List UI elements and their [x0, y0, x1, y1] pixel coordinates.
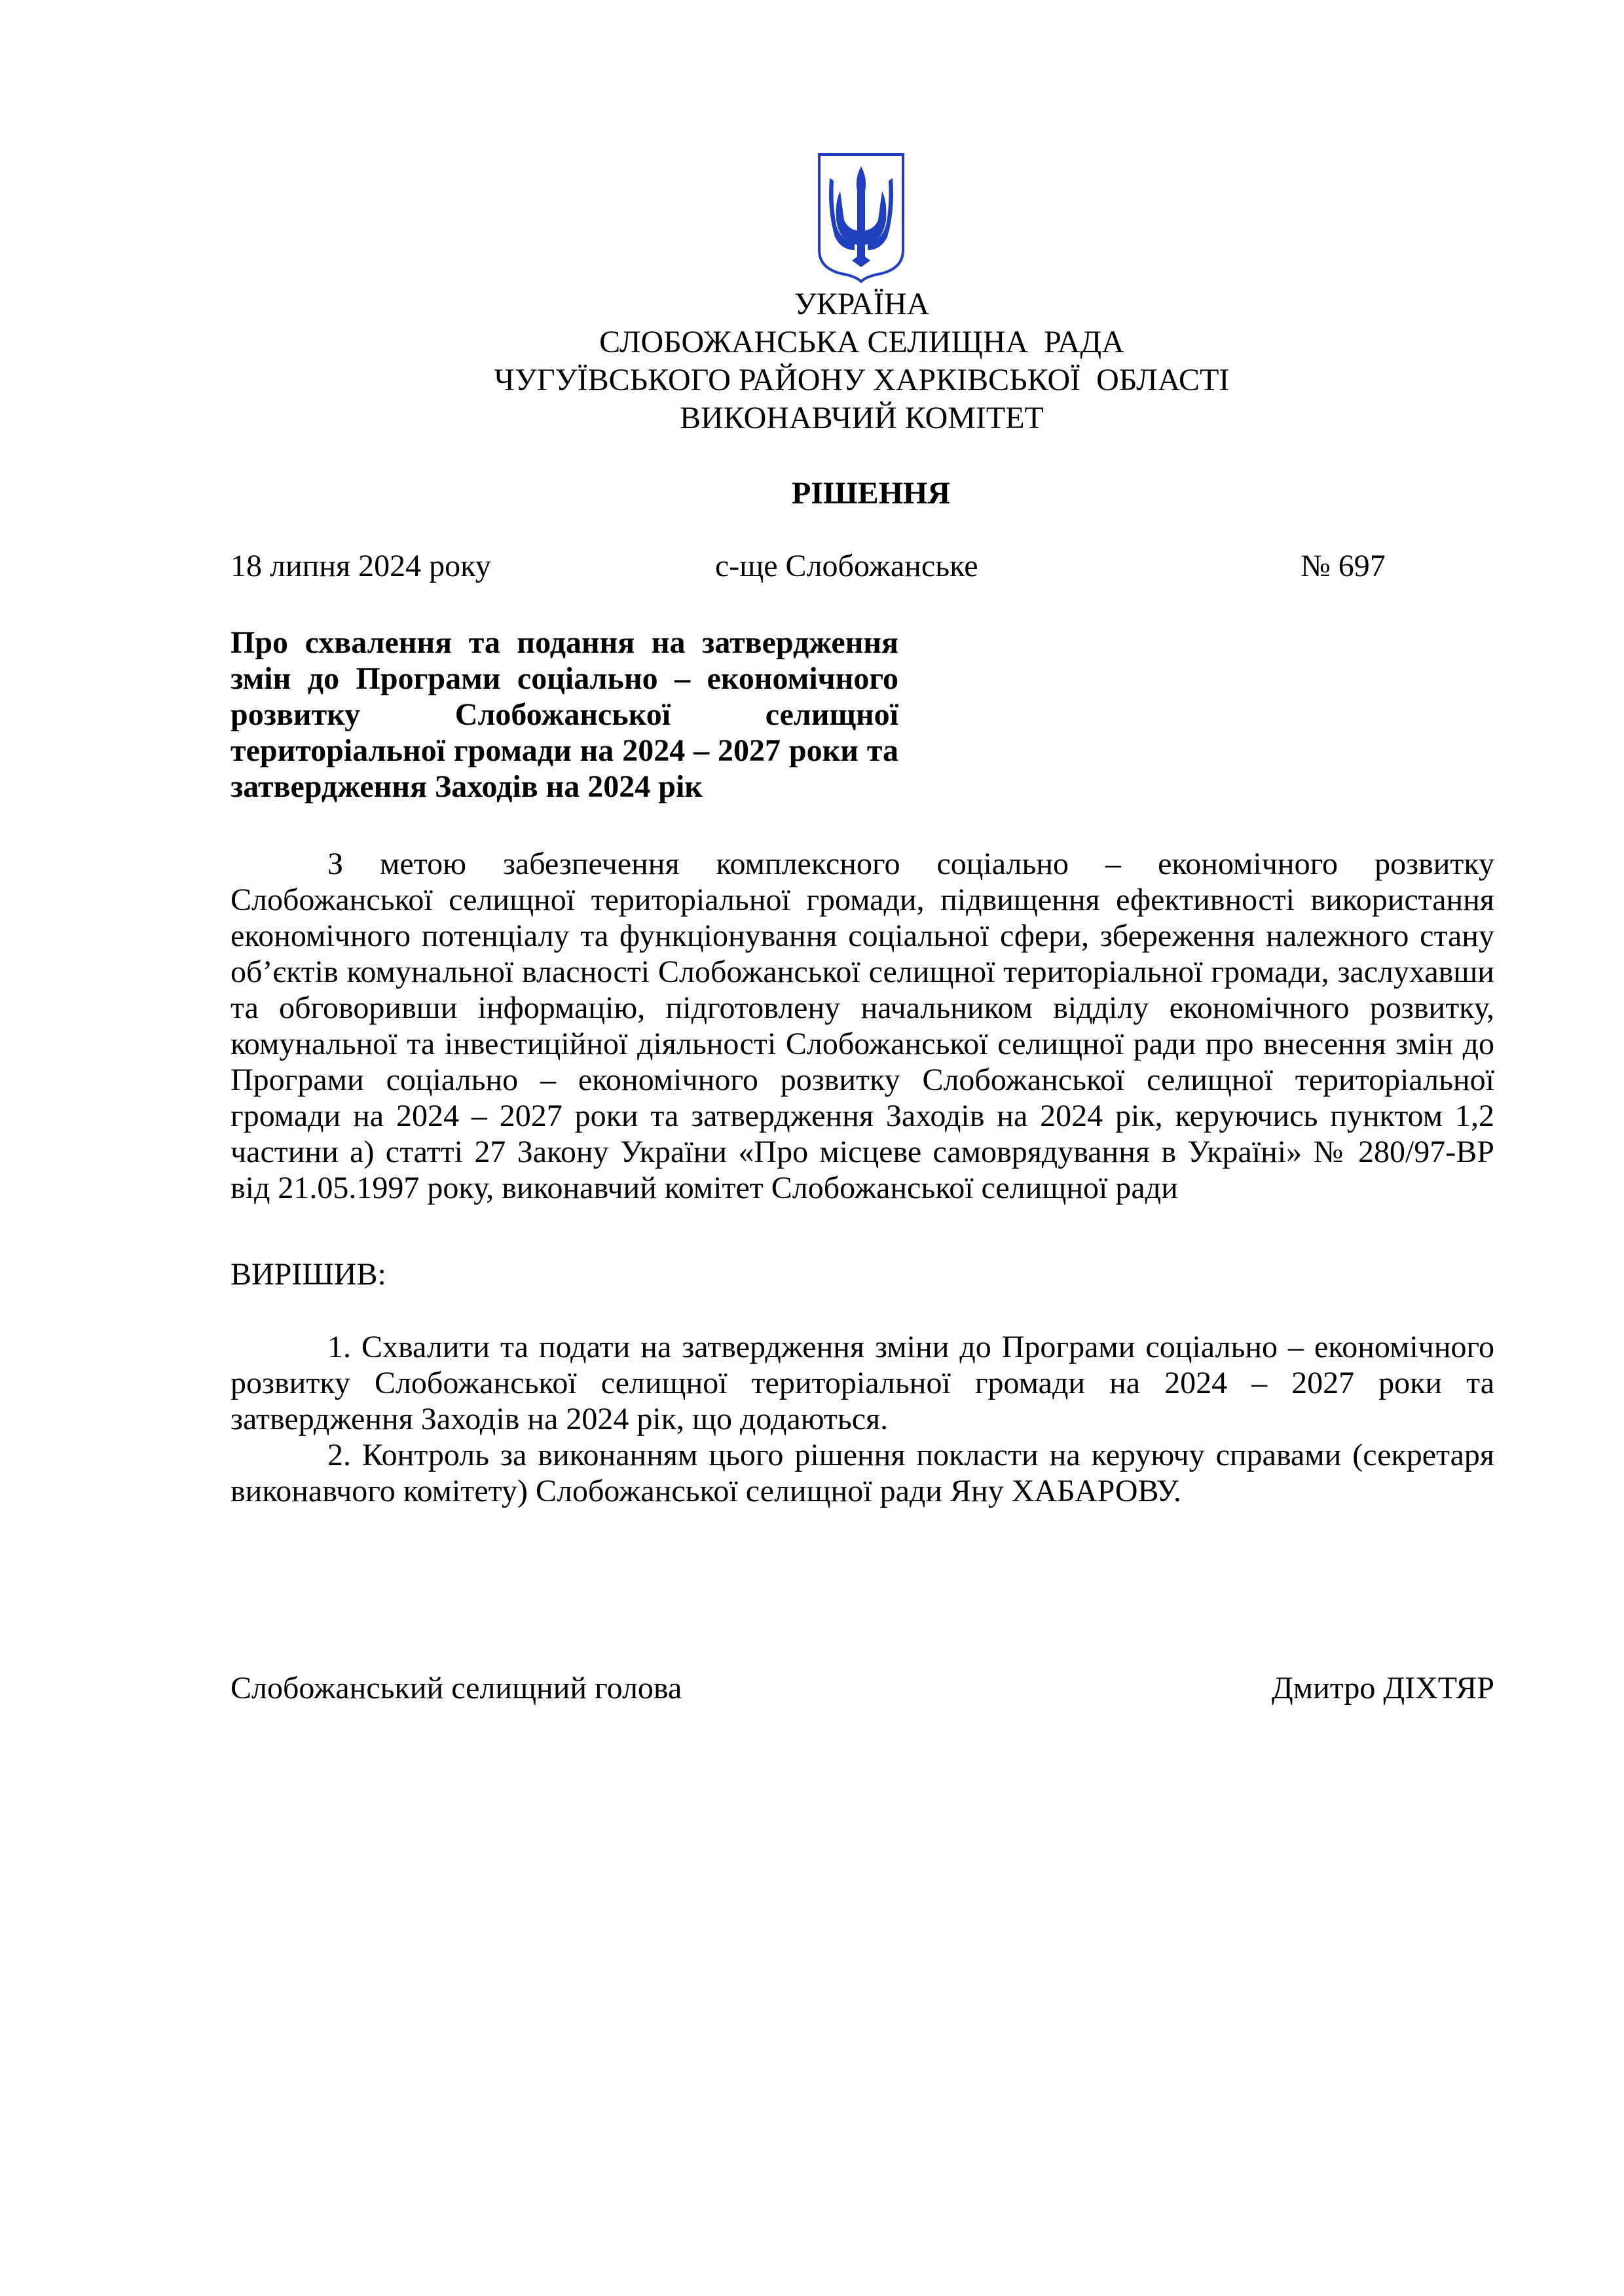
resolved-label: ВИРІШИВ: [231, 1257, 386, 1292]
preamble-paragraph: З метою забезпечення комплексного соціально – економічного розвитку Слобожанської селищної територіальної громади, підвищення ефективності використання економічного потенціалу та функціонування соціальної сфери, збереження належного стану об’єктів комунальної власності Слобожанської селищної територіальної громади, заслухавши та обговоривши інформацію, підготовлену начальником відділу економічного розвитку, комунальної та інвестиційної діяльності Слобожанської селищної ради про внесення змін до Програми соціально – економічного розвитку Слобожанської селищної територіальної громади на 2024 – 2027 роки та затвердження Заходів на 2024 рік, керуючись пунктом 1,2 частини а) статті 27 Закону України «Про місцеве самоврядування в Україні» № 280/97-ВР від 21.05.1997 року, виконавчий комітет Слобожанської селищної ради [231, 847, 1494, 1205]
decision-subject: Про схвалення та подання на затвердження змін до Програми соціально – економічного розвитку Слобожанської селищної територіальної громади на 2024 – 2027 роки та затвердження Заходів на 2024 рік [231, 625, 898, 804]
resolution-item: 1. Схвалити та подати на затвердження зміни до Програми соціально – економічного розвитку Слобожанської селищної територіальної громади на 2024 – 2027 роки та затвердження Заходів на 2024 рік, що додаються. [231, 1330, 1494, 1436]
coat-of-arms-icon [815, 152, 907, 283]
header-line-committee: ВИКОНАВЧИЙ КОМІТЕТ [680, 401, 1044, 435]
signatory-name: Дмитро ДІХТЯР [1272, 1671, 1494, 1705]
issuer-header [0, 285, 1624, 437]
decision-date: 18 липня 2024 року [231, 549, 491, 583]
header-line-region: ЧУГУЇВСЬКОГО РАЙОНУ ХАРКІВСЬКОЇ ОБЛАСТІ [494, 363, 1230, 397]
document-type-title: РІШЕННЯ [791, 476, 951, 511]
resolution-item: 2. Контроль за виконанням цього рішення покласти на керуючу справами (секретаря виконавчого комітету) Слобожанської селищної ради Яну ХАБАРОВУ. [231, 1438, 1494, 1508]
decision-place: с-ще Слобожанське [715, 549, 978, 583]
decision-number: № 697 [1301, 549, 1386, 583]
preamble-block [231, 846, 1494, 1206]
resolution-items [231, 1329, 1494, 1509]
signatory-position: Слобожанський селищний голова [231, 1671, 682, 1705]
header-line-council: СЛОБОЖАНСЬКА СЕЛИЩНА РАДА [599, 325, 1124, 359]
header-line-country: УКРАЇНА [794, 287, 930, 321]
